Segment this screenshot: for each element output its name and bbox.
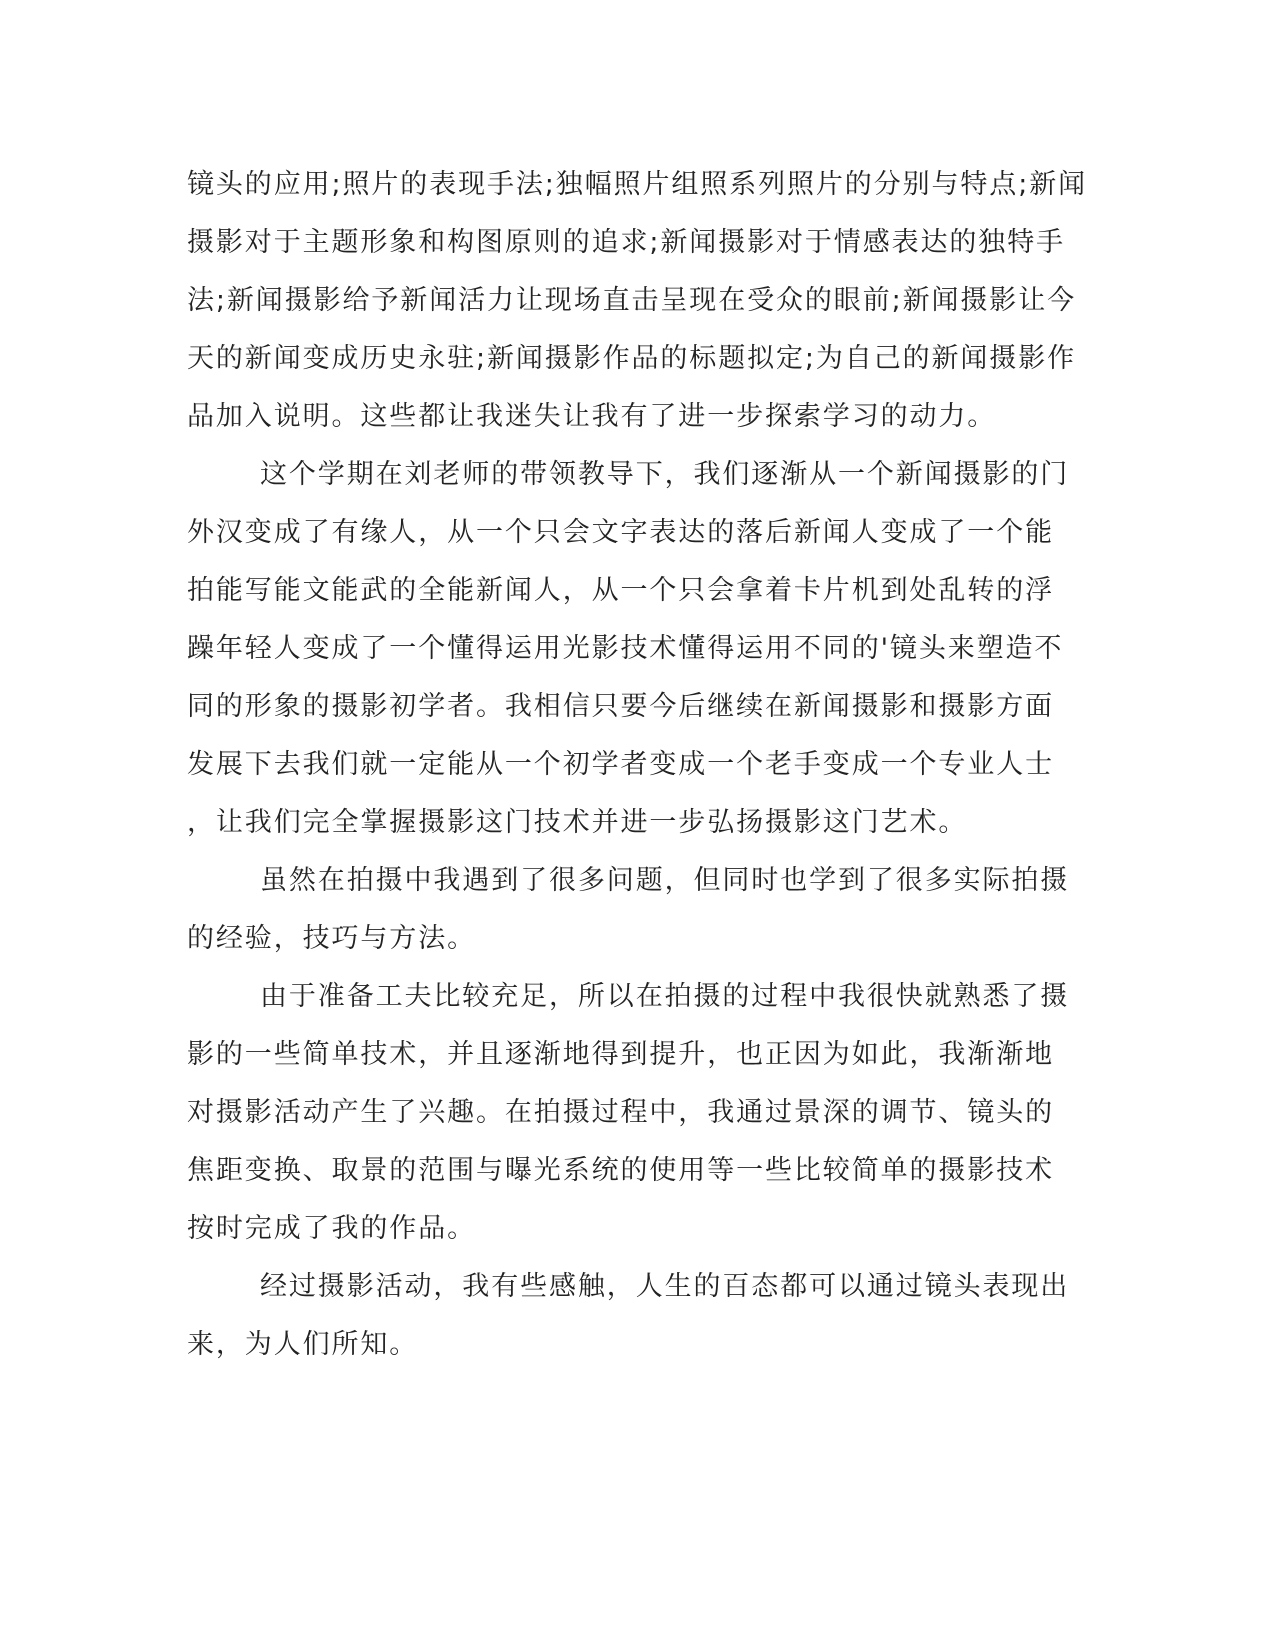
text-line: 焦距变换、取景的范围与曝光系统的使用等一些比较简单的摄影技术	[187, 1155, 1054, 1186]
text-line: 外汉变成了有缘人，从一个只会文字表达的落后新闻人变成了一个能	[187, 517, 1054, 548]
paragraph-first-line: 由于准备工夫比较充足，所以在拍摄的过程中我很快就熟悉了摄	[260, 981, 1070, 1012]
text-line: 按时完成了我的作品。	[187, 1213, 476, 1244]
text-line: 来，为人们所知。	[187, 1329, 419, 1360]
text-line: 躁年轻人变成了一个懂得运用光影技术懂得运用不同的'镜头来塑造不	[187, 633, 1064, 664]
text-line: 影的一些简单技术，并且逐渐地得到提升，也正因为如此，我渐渐地	[187, 1039, 1054, 1070]
text-line: 发展下去我们就一定能从一个初学者变成一个老手变成一个专业人士	[187, 749, 1054, 780]
paragraph-first-line: 虽然在拍摄中我遇到了很多问题，但同时也学到了很多实际拍摄	[260, 865, 1070, 896]
text-line: 镜头的应用;照片的表现手法;独幅照片组照系列照片的分别与特点;新闻	[187, 169, 1087, 200]
text-line: 天的新闻变成历史永驻;新闻摄影作品的标题拟定;为自己的新闻摄影作	[187, 343, 1076, 374]
paragraph-first-line: 这个学期在刘老师的带领教导下，我们逐渐从一个新闻摄影的门	[260, 459, 1070, 490]
text-line: 摄影对于主题形象和构图原则的追求;新闻摄影对于情感表达的独特手	[187, 227, 1065, 258]
text-line: 对摄影活动产生了兴趣。在拍摄过程中，我通过景深的调节、镜头的	[187, 1097, 1054, 1128]
text-line: 的经验，技巧与方法。	[187, 923, 476, 954]
text-line: ，让我们完全掌握摄影这门技术并进一步弘扬摄影这门艺术。	[187, 807, 968, 838]
text-line: 法;新闻摄影给予新闻活力让现场直击呈现在受众的眼前;新闻摄影让今	[187, 285, 1076, 316]
text-line: 同的形象的摄影初学者。我相信只要今后继续在新闻摄影和摄影方面	[187, 691, 1054, 722]
text-line: 品加入说明。这些都让我迷失让我有了进一步探索学习的动力。	[187, 401, 997, 432]
text-line: 拍能写能文能武的全能新闻人，从一个只会拿着卡片机到处乱转的浮	[187, 575, 1054, 606]
paragraph-first-line: 经过摄影活动，我有些感触，人生的百态都可以通过镜头表现出	[260, 1271, 1070, 1302]
